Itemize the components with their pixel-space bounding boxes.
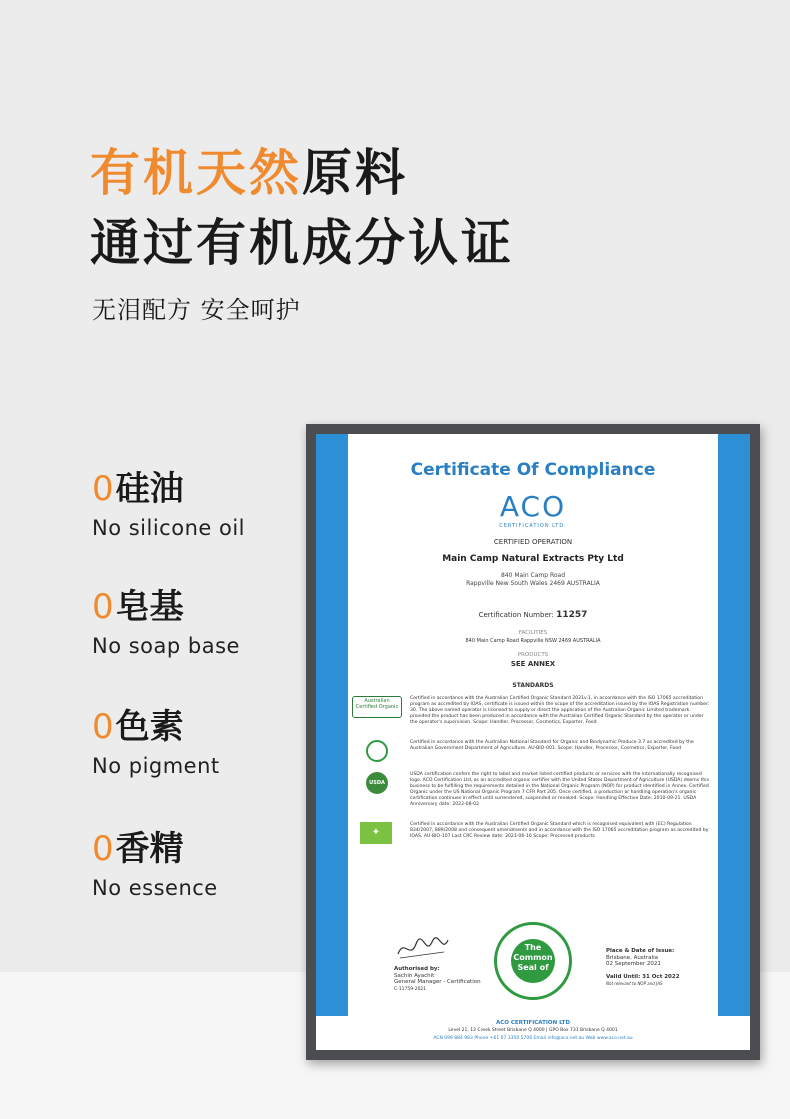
valid-until: Valid Until: 31 Oct 2022 [606,974,680,980]
standards-label: STANDARDS [512,682,554,689]
headline-rest: 原料 [302,144,408,202]
headline-line-1 [90,144,408,202]
standard-text: Certified in accordance with the Australian Certified Organic Standard which is recognised equivalent with (EC) Regulation 834/2007, 889/2008 and consequent amendments and in accordance with the ISO 17065 accreditation program as accredited by IOAS. AU-BIO-107 Last CRC Review date: 2021-06-16 Scope: Processed products [410,822,709,839]
place-label: Place & Date of Issue: [606,948,675,954]
certificate-title: Certificate Of Compliance [410,460,656,480]
claim-zh: 硅油 [115,469,184,509]
authorised-label: Authorised by: [394,966,440,972]
signer-role: General Manager - Certification [394,979,481,985]
aco-logo: ACO [499,490,567,523]
claim-zero: 0 [92,469,114,509]
cert-number-line [316,610,750,620]
standard-text: USDA certification confers the right to label and market listed certified products or services with the internationally recognised logo. ACO Certification Ltd, as an accredited organic certifier with the United States Department of Agriculture (USDA) deems this business to be fulfilling the requirements detailed in the National Organic Program (NOP) for product identified in Annex. Certified Organic under the US National Organic Program 7 CFR Part 205. Once certified, a production or handling operation's organic certification continues in effect until surrendered, suspended or revoked. Scope: Handling Effective Date: 2010-09-21. USDA Anniversary date: 2022-08-02 [410,772,709,807]
seal-text: The Common Seal of [511,939,555,983]
claim-en: No silicone oil [92,516,245,540]
aco-logo-sub: CERTIFICATION LTD. [499,523,567,529]
issue-date: 02 September 2021 [606,961,661,967]
claim-zero: 0 [92,587,114,627]
claim-pigment [92,707,220,778]
standard-text: Certified in accordance with the Australian National Standard for Organic and Biodynamic Produce 3.7 as accredited by the Australian Government Department of Agriculture. AU-BIO-001. Scope: Handler, Processor, Cosmetics, Exporter, Food [410,740,694,751]
claim-zh: 色素 [115,707,184,747]
address-line-2: Rappville New South Wales 2469 AUSTRALIA [466,580,600,587]
standard-text: Certified in accordance with the Australian Certified Organic Standard 2021v.1, in accordance with the ISO 17065 accreditation program as accredited by IOAS, certificate is issued within the scope of the accreditation issued by the IOAS Registration number: 30. The above named operator is licensed to supply or direct the application of the Australian Organic Limited trademark provided the product has been produced in accordance with the Australian Certified Organic Standard by the operator or under the operator's supervision. Scope: Handler, Processor, Cosmetics, Exporter, Food [410,696,710,725]
place: Brisbane, Australia [606,954,658,961]
cert-number: 11257 [556,610,588,620]
claim-zh: 皂基 [115,587,184,627]
australian-certified-organic-icon: Australian Certified Organic [352,696,402,718]
claim-zero: 0 [92,829,114,869]
issue-block [606,948,680,987]
footer-name: ACO CERTIFICATION LTD [495,1020,571,1026]
subline: 无泪配方 安全呵护 [92,296,301,324]
claim-soap [92,587,240,658]
facilities-label: FACILITIES [518,630,548,636]
signature-icon [394,934,452,962]
headline-line-2: 通过有机成分认证 [90,214,514,272]
common-seal-icon [494,922,572,1000]
organic-certified-icon [366,740,388,762]
signer-name: Sachin Ayachit [394,972,435,979]
claim-zh: 香精 [115,829,184,869]
address-line-1: 840 Main Camp Road [500,572,566,579]
operation-label: CERTIFIED OPERATION [493,538,573,546]
authorised-block [394,966,481,993]
claim-en: No essence [92,876,218,900]
eu-organic-leaf-icon: ✦ [360,822,392,844]
company-name: Main Camp Natural Extracts Pty Ltd [442,554,624,564]
doc-code: C-11759-2021 [394,986,427,992]
footer-address: Level 21, 12 Creek Street Brisbane Q 4000 | GPO Box 731 Brisbane Q 4001 [448,1028,618,1033]
claim-en: No pigment [92,754,220,778]
footer-contact: ACN 099 884 983 Phone +61 07 3350 5706 Email info@aco.net.au Web www.aco.net.au [433,1036,633,1041]
certificate-frame [306,424,760,1060]
claim-en: No soap base [92,634,240,658]
cert-number-label: Certification Number: [478,611,554,619]
claim-essence [92,829,218,900]
valid-note: Not relevant to NOP and JAS [606,980,663,986]
claim-silicone [92,469,245,540]
claim-zero: 0 [92,707,114,747]
certificate [316,434,750,1050]
products: SEE ANNEX [510,660,556,668]
usda-organic-icon: USDA [366,772,388,794]
products-label: PRODUCTS [517,652,549,658]
headline-accent: 有机天然 [90,144,302,202]
facilities: 840 Main Camp Road Rappville NSW 2469 AUSTRALIA [465,638,601,644]
